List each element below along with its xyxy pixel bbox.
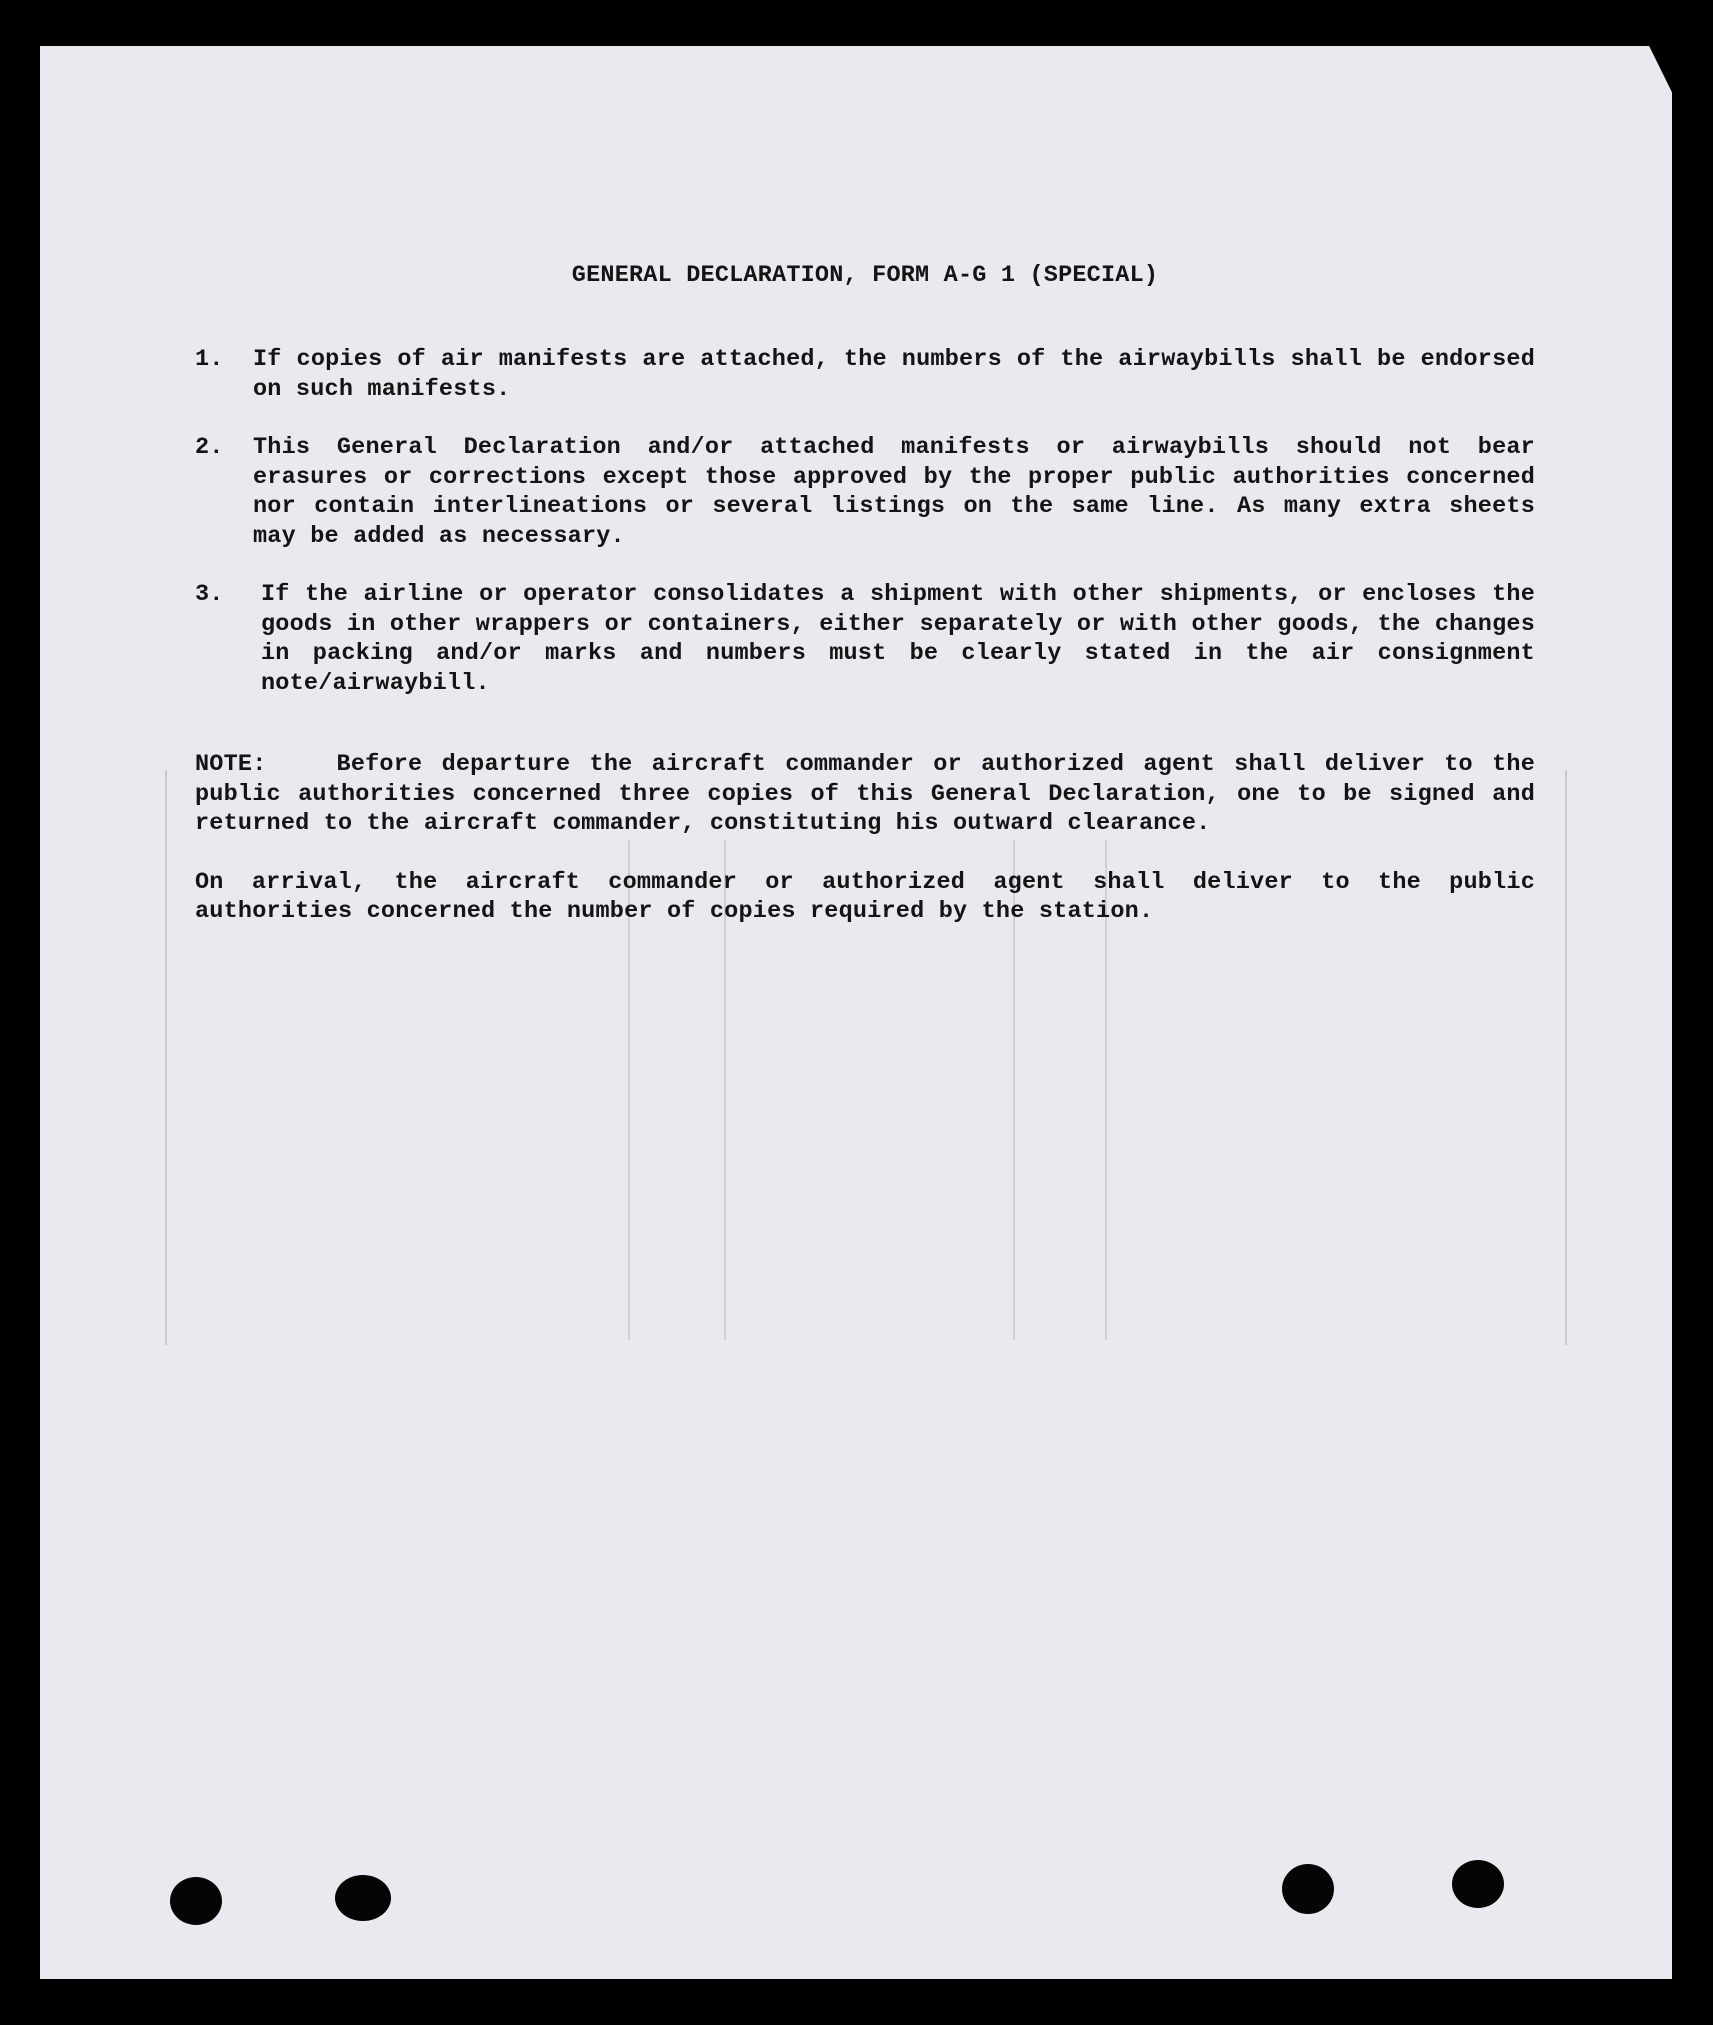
- document-body: [195, 262, 1535, 927]
- instruction-item: [195, 345, 1535, 404]
- note-text: Before departure the aircraft commander or authorized agent shall deliver to the public authorities concerned three copies of this General Declaration, one to be signed and returned to the aircraft commander, constituting his outward clearance.: [195, 751, 1535, 837]
- punch-hole: [335, 1875, 391, 1921]
- arrival-paragraph: On arrival, the aircraft commander or authorized agent shall deliver to the public authorities concerned the number of copies required by the station.: [195, 868, 1535, 925]
- instruction-item: [195, 433, 1535, 551]
- punch-hole: [1282, 1864, 1334, 1914]
- item-number: 2.: [195, 434, 224, 461]
- item-number: 1.: [195, 346, 224, 373]
- item-text: If copies of air manifests are attached, the numbers of the airwaybills shall be endorsed on such manifests.: [253, 346, 1535, 403]
- item-number: 3.: [195, 581, 224, 608]
- note-label: NOTE:: [195, 751, 267, 778]
- note-paragraph: [195, 750, 1535, 839]
- instruction-item: [195, 580, 1535, 698]
- item-text: This General Declaration and/or attached manifests or airwaybills should not bear erasures or corrections except those approved by the proper public authorities concerned nor contain interlineations or several listings on the same line. As many extra sheets may be added as necessary.: [253, 434, 1535, 550]
- punch-hole: [1452, 1860, 1504, 1908]
- item-text: If the airline or operator consolidates a shipment with other shipments, or encloses the goods in other wrappers or containers, either separately or with other goods, the changes in packing and/or marks and numbers must be clearly stated in the air consignment note/airwaybill.: [261, 581, 1535, 697]
- punch-hole: [170, 1877, 222, 1925]
- document-title: GENERAL DECLARATION, FORM A-G 1 (SPECIAL): [571, 262, 1159, 289]
